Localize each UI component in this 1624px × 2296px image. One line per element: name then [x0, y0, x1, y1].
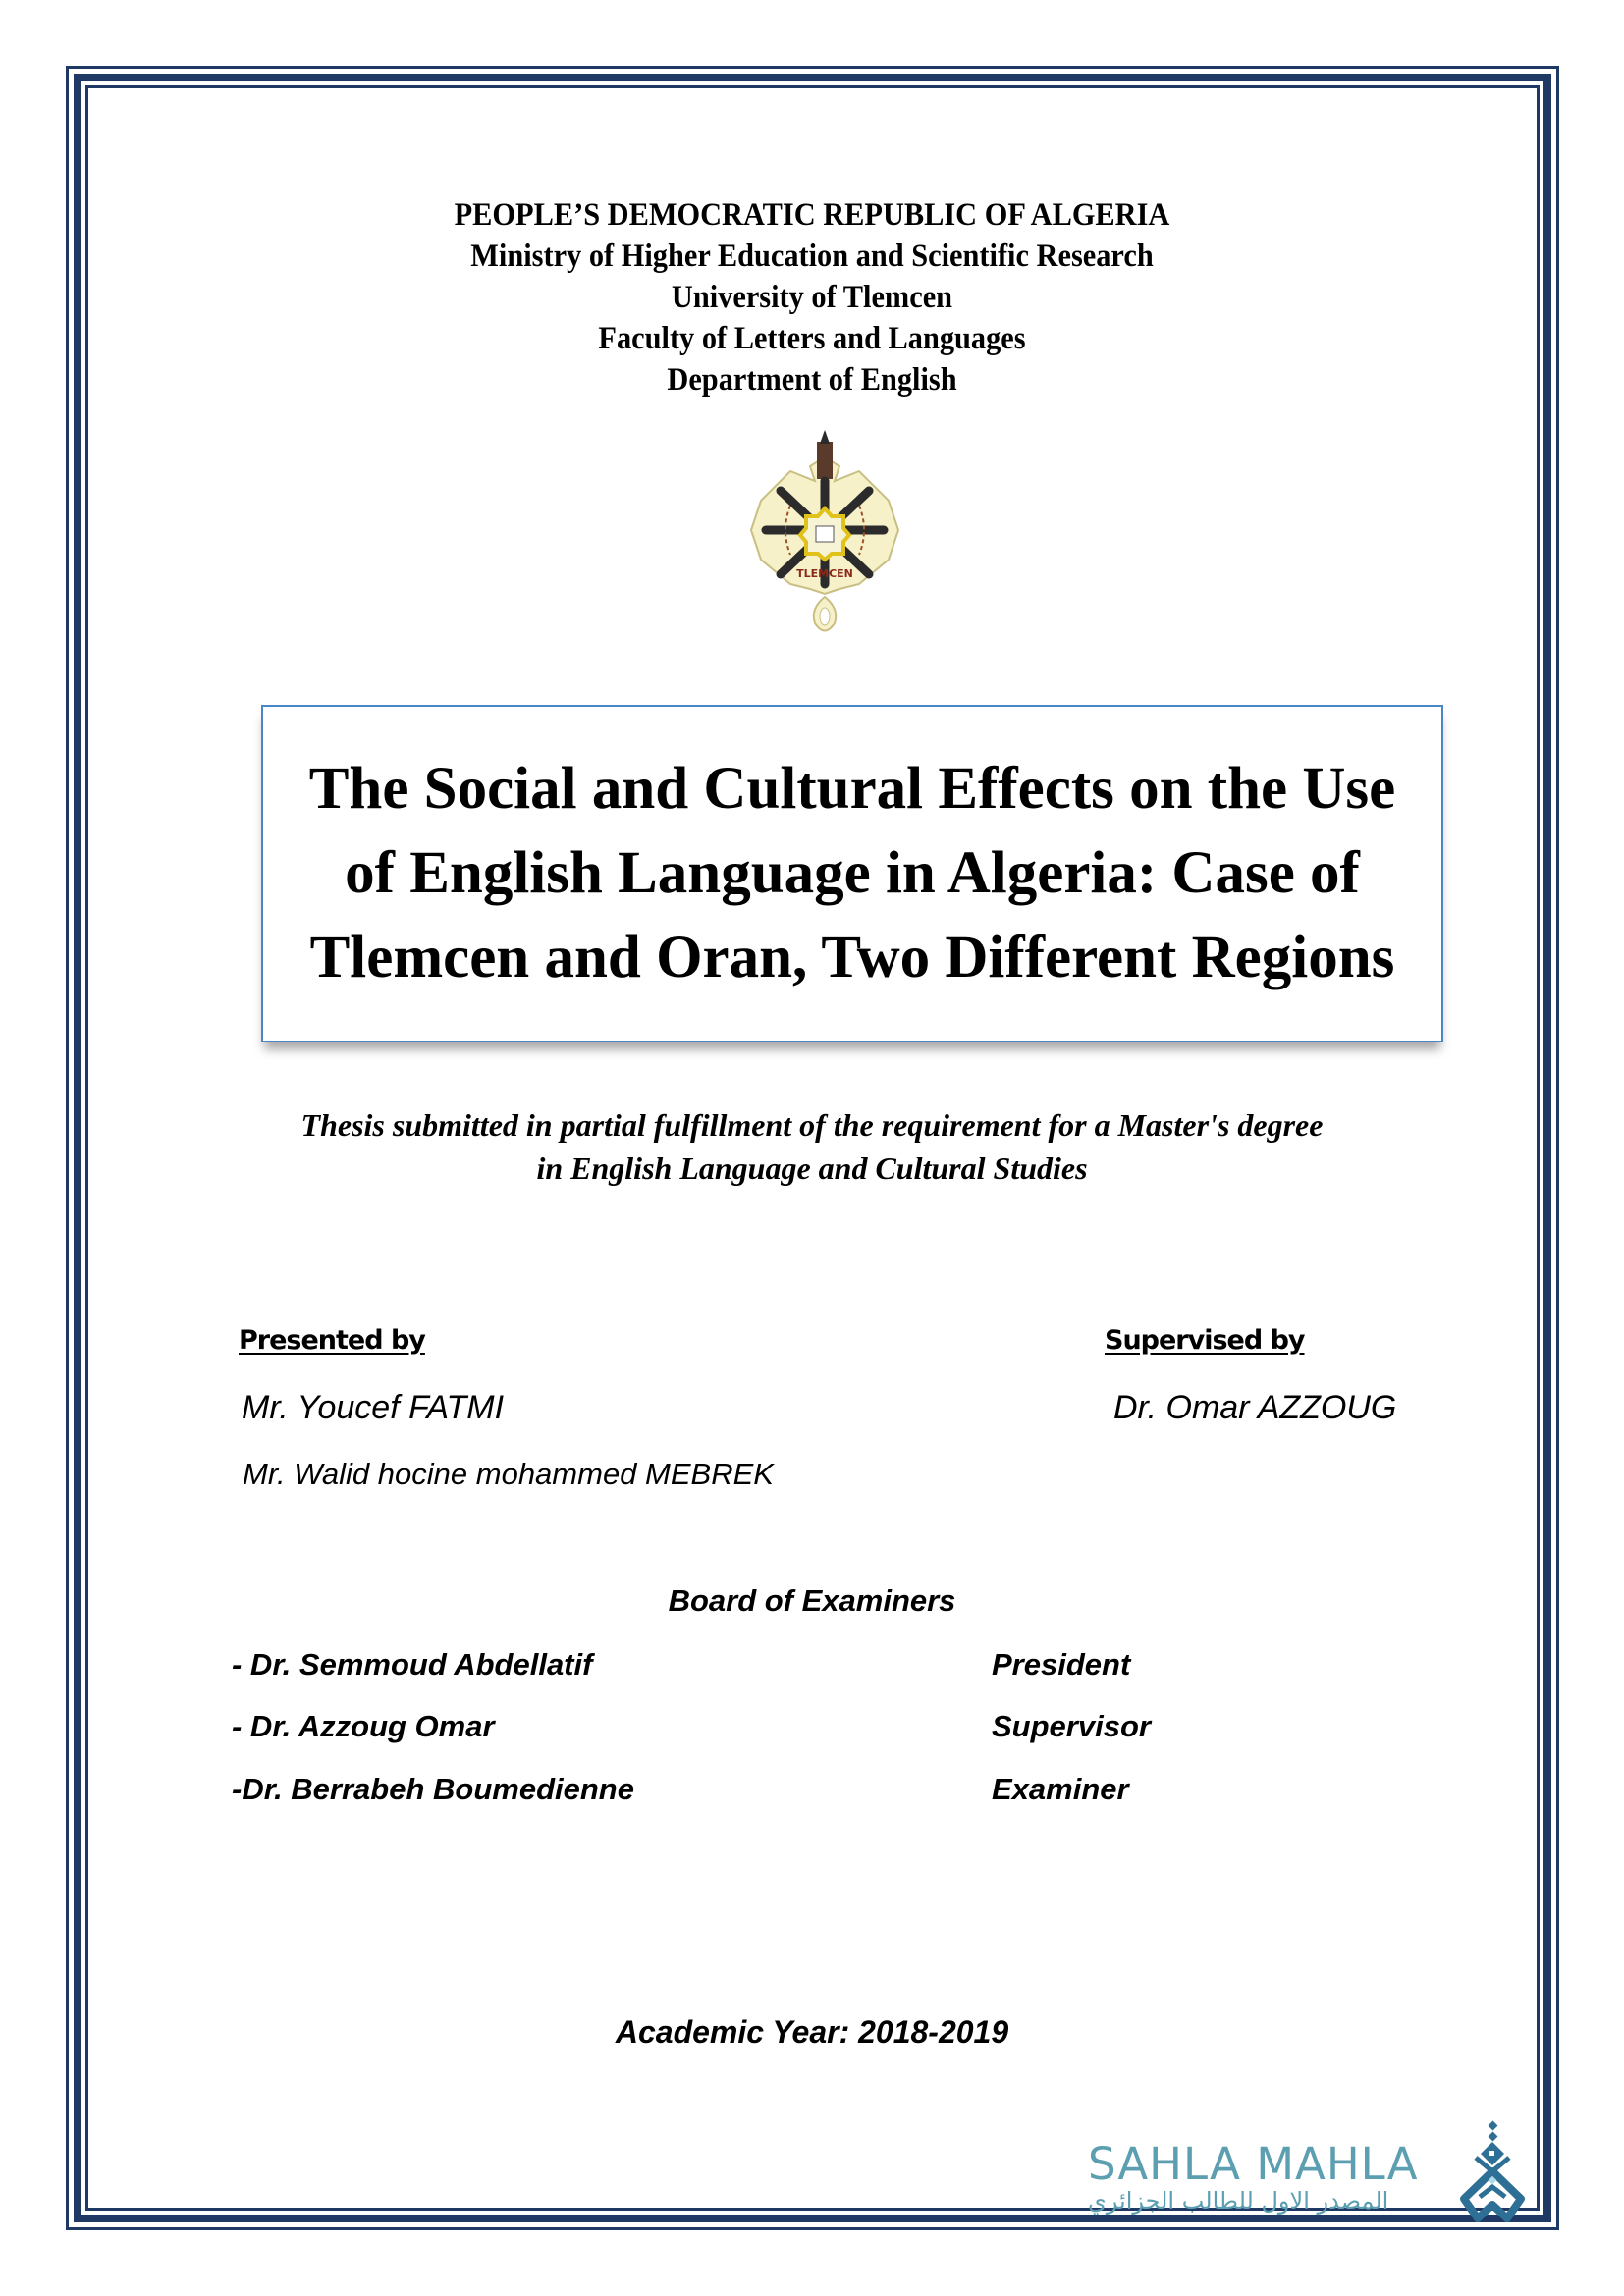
examiner-role: President — [992, 1647, 1131, 1682]
examiner-row — [232, 1709, 1214, 1748]
thesis-title-box — [261, 705, 1443, 1042]
title-line: of English Language in Algeria: Case of — [345, 840, 1360, 906]
examiner-role: Examiner — [992, 1772, 1129, 1806]
department-line: Department of English — [667, 362, 957, 398]
thesis-title — [309, 747, 1396, 1000]
title-line: The Social and Cultural Effects on the Use — [308, 756, 1396, 822]
examiner-role: Supervisor — [992, 1709, 1151, 1743]
title-line: Tlemcen and Oran, Two Different Regions — [309, 925, 1395, 990]
student-name: Mr. Walid hocine mohammed MEBREK — [243, 1457, 774, 1491]
watermark-tagline: المصدر الاول للطالب الجزائري — [1088, 2187, 1389, 2215]
supervised-by-label: Supervised by — [1105, 1325, 1305, 1356]
student-name: Mr. Youcef FATMI — [242, 1389, 505, 1426]
examiner-row — [232, 1647, 1214, 1686]
university-emblem-icon — [741, 422, 908, 648]
academic-year: Academic Year: 2018-2019 — [615, 2014, 1009, 2050]
presented-by-label: Presented by — [239, 1325, 425, 1356]
ministry-line: Ministry of Higher Education and Scientific Research — [470, 239, 1154, 274]
board-of-examiners-title: Board of Examiners — [668, 1583, 956, 1618]
supervisor-name: Dr. Omar AZZOUG — [1113, 1389, 1397, 1426]
svg-text:TLEMCEN: TLEMCEN — [796, 567, 853, 580]
thesis-subtitle — [0, 1103, 1624, 1190]
university-line: University of Tlemcen — [671, 280, 953, 315]
examiner-name: - Dr. Semmoud Abdellatif — [232, 1647, 593, 1682]
institution-header — [0, 194, 1624, 400]
watermark-brand: SAHLA MAHLA — [1088, 2138, 1419, 2190]
subtitle-line: in English Language and Cultural Studies — [536, 1150, 1088, 1186]
subtitle-line: Thesis submitted in partial fulfillment of the requirement for a Master's degree — [300, 1107, 1324, 1143]
examiner-row — [232, 1772, 1214, 1811]
sahla-mahla-watermark — [1088, 2140, 1471, 2215]
examiner-name: - Dr. Azzoug Omar — [232, 1709, 495, 1743]
examiner-name: -Dr. Berrabeh Boumedienne — [232, 1772, 634, 1806]
country-line: PEOPLE’S DEMOCRATIC REPUBLIC OF ALGERIA — [454, 197, 1170, 233]
sahla-mahla-emblem-icon — [1458, 2120, 1527, 2228]
faculty-line: Faculty of Letters and Languages — [598, 321, 1026, 356]
